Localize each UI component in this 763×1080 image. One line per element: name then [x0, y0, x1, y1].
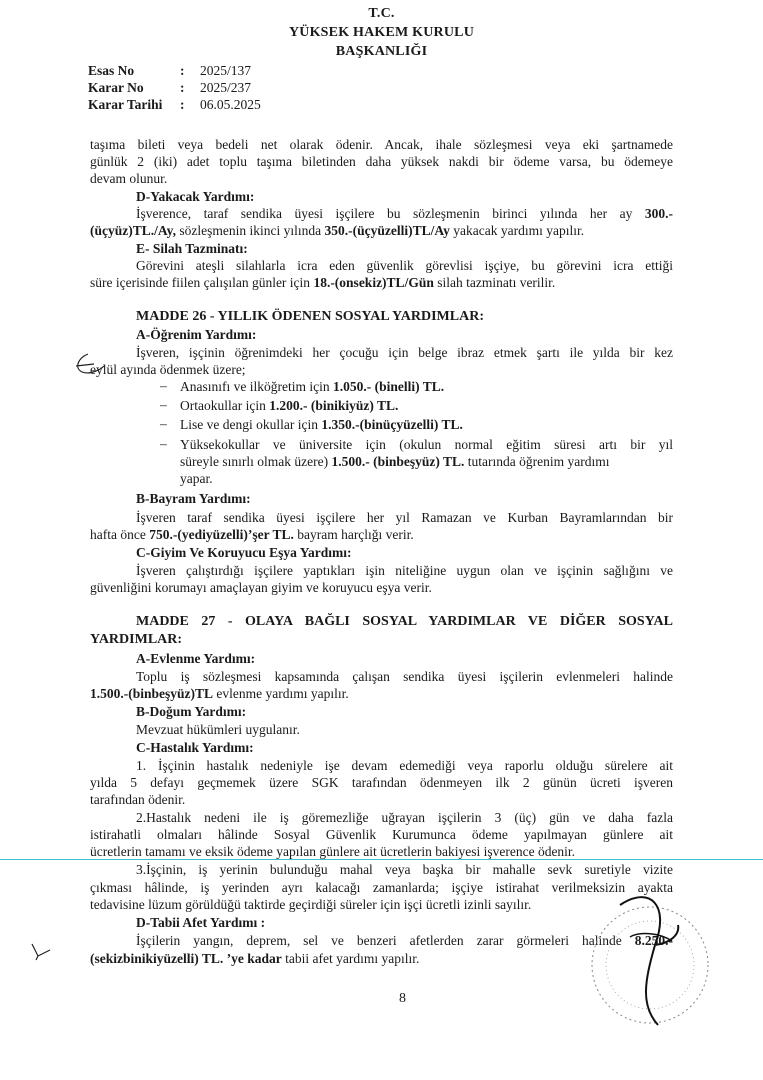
section-d-yakacak-title: D-Yakacak Yardımı:	[136, 189, 255, 204]
madde26-a-line2: eylül ayında ödenmek üzere;	[90, 362, 246, 377]
list-item-4-line3: yapar.	[180, 471, 213, 486]
para-cont-line1: taşıma bileti veya bedeli net olarak ödenir. Ancak, ihale sözleşmesi veya eki şartnamede	[90, 137, 673, 152]
madde27-c3-line2: çıkması hâlinde, iş yerinden ayrı kalacağı zamanlarda; işçiye istirahat verilmeksizin ayakta	[90, 880, 673, 895]
list-item: Lise ve dengi okullar için 1.350.-(binüçyüzelli) TL.	[180, 417, 463, 432]
madde27-c3-line1: 3.İşçinin, iş yerinin bulunduğu mahal veya başka bir mahalle sevk suretiyle vizite	[136, 862, 673, 877]
madde27-b-line1: Mevzuat hükümleri uygulanır.	[136, 722, 300, 737]
madde26-b-title: B-Bayram Yardımı:	[136, 491, 251, 506]
section-e-silah-title: E- Silah Tazminatı:	[136, 241, 248, 256]
madde27-c2-line1: 2.Hastalık nedeni ile iş göremezliğe uğrayan işçilerin 3 (üç) gün ve daha fazla	[136, 810, 673, 825]
header-tc: T.C.	[368, 6, 395, 21]
para-cont-line2: günlük 2 (iki) adet toplu taşıma biletinden daha yüksek nakdi bir ödeme varsa, bu ödemeye	[90, 154, 673, 169]
bullet-dash: –	[160, 397, 167, 412]
scan-highlight-line	[0, 859, 763, 860]
page-number: 8	[399, 991, 406, 1006]
madde26-a-line1: İşveren, işçinin öğrenimdeki her çocuğu için belge ibraz etmek şartı ile yılda bir kez	[136, 345, 673, 360]
madde26-c-line1: İşveren çalıştırdığı işçilere yaptıkları işin niteliğine uygun olan ve işçinin sağlığını ve	[136, 563, 673, 578]
madde26-c-title: C-Giyim Ve Koruyucu Eşya Yardımı:	[136, 545, 352, 560]
handwritten-mark-icon	[70, 350, 110, 380]
madde26-b-line1: İşveren taraf sendika üyesi işçilere her yıl Ramazan ve Kurban Bayramlarından bir	[136, 510, 673, 525]
madde27-d-line2: (sekizbinikiyüzelli) TL. ’ye kadar tabii afet yardımı yapılır.	[90, 951, 420, 966]
silah-line2: süre içerisinde fiilen çalışılan günler için 18.-(onsekiz)TL/Gün silah tazminatı verilir.	[90, 275, 556, 290]
list-item: Anasınıfı ve ilköğretim için 1.050.- (binelli) TL.	[180, 379, 445, 394]
madde26-a-title: A-Öğrenim Yardımı:	[136, 327, 257, 342]
madde27-c2-line2: istirahatli olmaları hâlinde Sosyal Güvenlik Kurumunca ödeme yapılmayan günlere ait	[90, 827, 673, 842]
meta-karar-no: Karar No : 2025/237	[88, 80, 252, 95]
madde27-c1-line2: yılda 5 defayı geçmemek üzere SGK tarafından ödenmeyen ilk 2 günün ücreti işveren	[90, 775, 673, 790]
header-institution: YÜKSEK HAKEM KURULU	[288, 25, 475, 40]
madde27-a-title: A-Evlenme Yardımı:	[136, 651, 256, 666]
madde27-c3-line3: tedavisine lüzum görüldüğü taktirde geçirdiği süreler için işçi ücretli izinli sayılır.	[90, 897, 532, 912]
bullet-dash: –	[160, 416, 167, 431]
madde27-c2-line3: ücretlerin tamamı ve eksik ödeme yapılan günlere ait ücretlerin bakiyesi işverence ödenir.	[90, 844, 576, 859]
madde26-b-line2: hafta önce 750.-(yediyüzelli)’şer TL. bayram harçlığı verir.	[90, 527, 414, 542]
madde-27-title-line1: MADDE 27 - OLAYA BAĞLI SOSYAL YARDIMLAR VE DİĞER SOSYAL	[136, 614, 673, 629]
para-cont-line3: devam olunur.	[90, 171, 168, 186]
madde27-a-line1: Toplu iş sözleşmesi kapsamında çalışan sendika üyesi işçilerin evlenmeleri halinde	[136, 669, 673, 684]
official-stamp-signature-icon	[560, 885, 730, 1035]
meta-esas-no: Esas No : 2025/137	[88, 63, 252, 78]
yakacak-line2: (üçyüz)TL./Ay, sözleşmenin ikinci yılında 350.-(üçyüzelli)TL/Ay yakacak yardımı yapılır.	[90, 223, 585, 238]
bullet-dash: –	[160, 378, 167, 393]
madde-26-title: MADDE 26 - YILLIK ÖDENEN SOSYAL YARDIMLAR:	[136, 309, 484, 324]
header-presidency: BAŞKANLIĞI	[335, 44, 428, 59]
madde26-c-line2: güvenliğini korumayı amaçlayan giyim ve koruyucu eşya verir.	[90, 580, 432, 595]
madde27-d-title: D-Tabii Afet Yardımı :	[136, 915, 266, 930]
bullet-dash: –	[160, 436, 167, 451]
meta-karar-tarihi: Karar Tarihi : 06.05.2025	[88, 97, 261, 112]
madde27-c-title: C-Hastalık Yardımı:	[136, 740, 254, 755]
yakacak-line1: İşverence, taraf sendika üyesi işçilere bu sözleşmenin birinci yılında her ay 300.-	[136, 206, 673, 221]
silah-line1: Görevini ateşli silahlarla icra eden güvenlik görevlisi işçiye, bu görevini icra ettiği	[136, 258, 673, 273]
list-item-4-line2: süreyle sınırlı olmak üzere) 1.500.- (binbeşyüz) TL. tutarında öğrenim yardımı	[180, 454, 610, 469]
madde27-b-title: B-Doğum Yardımı:	[136, 704, 247, 719]
list-item: Ortaokullar için 1.200.- (binikiyüz) TL.	[180, 398, 399, 413]
list-item-4-line1: Yüksekokullar ve üniversite için (okulun normal eğitim süresi artı bir yıl	[180, 437, 673, 452]
madde27-a-line2: 1.500.-(binbeşyüz)TL evlenme yardımı yapılır.	[90, 686, 349, 701]
madde27-c1-line1: 1. İşçinin hastalık nedeniyle işe devam edemediği veya raporlu olduğu sürelere ait	[136, 758, 673, 773]
madde27-d-line1: İşçilerin yangın, deprem, sel ve benzeri afetlerden zarar görmeleri halinde 8.250.-	[136, 933, 673, 948]
madde-27-title-line2: YARDIMLAR:	[90, 632, 183, 647]
madde27-c1-line3: tarafından ödenir.	[90, 792, 186, 807]
handwritten-tick-icon	[28, 940, 54, 962]
